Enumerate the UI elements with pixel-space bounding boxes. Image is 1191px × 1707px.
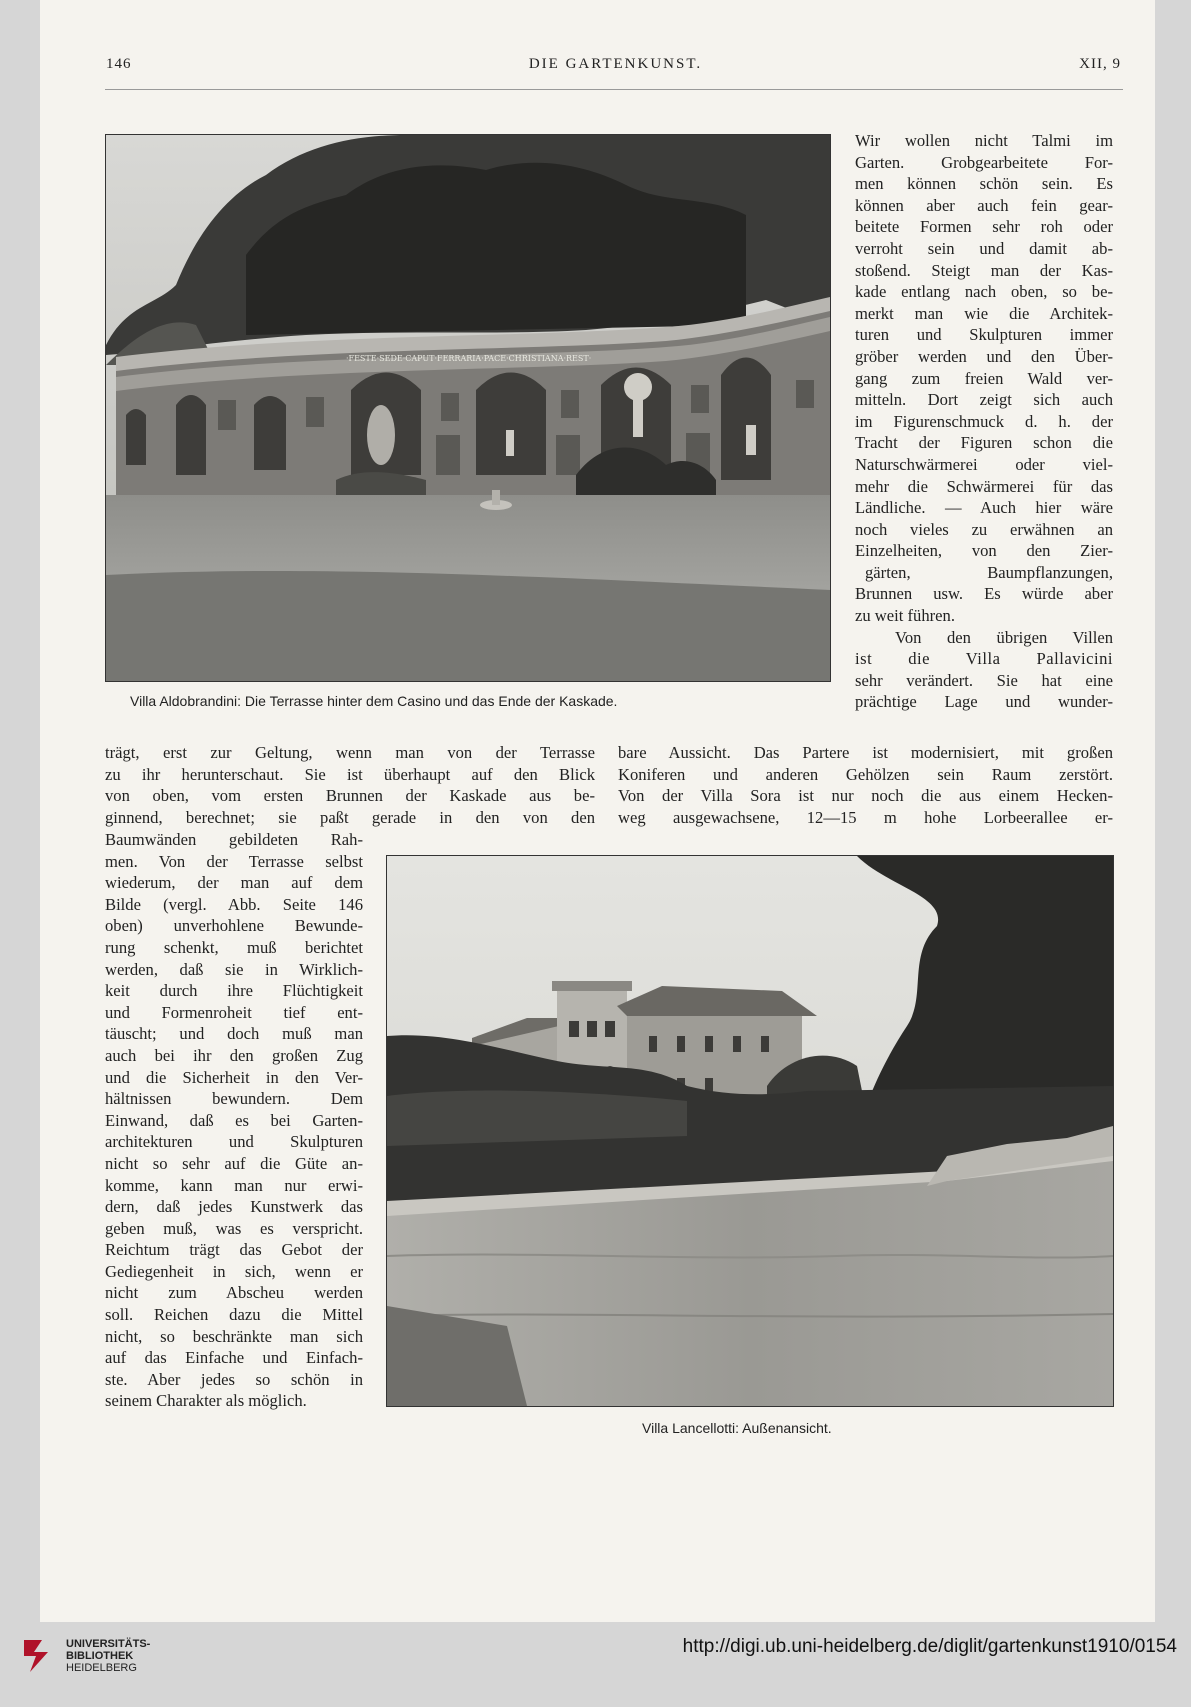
photo-villa-lancellotti: [386, 855, 1114, 1407]
text-line: bare Aussicht. Das Partere ist modernisiert, mit großen: [618, 743, 1113, 762]
text-line: nicht, so beschränkte man sich: [105, 1326, 363, 1346]
text-line: ste. Aber jedes so schön in: [105, 1369, 363, 1389]
text-line: Brunnen usw. Es würde aber: [855, 584, 1113, 604]
photo-villa-drawing: [387, 856, 1113, 1406]
text-line: prächtige Lage und wunder-: [855, 692, 1113, 712]
header-rule: [105, 89, 1123, 90]
text-line: keit durch ihre Flüchtigkeit: [105, 981, 363, 1001]
text-line: Gediegenheit in sich, wenn er: [105, 1261, 363, 1281]
text-line: werden, daß sie in Wirklich-: [105, 959, 363, 979]
text-line: stoßend. Steigt man der Kas-: [855, 260, 1113, 280]
text-line: beitete Formen sehr roh oder: [855, 217, 1113, 237]
text-line: dern, daß jedes Kunstwerk das: [105, 1197, 363, 1217]
text-line: zu weit führen.: [855, 606, 955, 626]
library-line: HEIDELBERG: [66, 1662, 137, 1674]
text-line: nicht so sehr auf die Güte an-: [105, 1153, 363, 1173]
text-line: men können schön sein. Es: [855, 174, 1113, 194]
text-line: ginnend, berechnet; sie paßt gerade in den von den: [105, 807, 595, 827]
text-line: Garten. Grobgearbeitete For-: [855, 152, 1113, 172]
text-line: kade entlang nach oben, so be-: [855, 282, 1113, 302]
text-line: Reichtum trägt das Gebot der: [105, 1240, 363, 1260]
text-line: verroht sein und damit ab-: [855, 238, 1113, 258]
footer-bar: [0, 1622, 1191, 1707]
text-line: turen und Skulpturen immer: [855, 325, 1113, 345]
text-line: im Figurenschmuck d. h. der: [855, 411, 1113, 431]
text-line: auf das Einfache und Einfach-: [105, 1348, 363, 1368]
text-line: täuscht; und doch muß man: [105, 1024, 363, 1044]
photo-villa-aldobrandini: [105, 134, 831, 682]
text-line: mitteln. Dort zeigt sich auch: [855, 390, 1113, 410]
text-line: trägt, erst zur Geltung, wenn man von der Terrasse: [105, 743, 595, 762]
library-name: [66, 1638, 150, 1674]
text-line: merkt man wie die Architek-: [855, 303, 1113, 323]
text-line: hältnissen bewundern. Dem: [105, 1089, 363, 1109]
text-line: und die Sicherheit in den Ver-: [105, 1067, 363, 1087]
photo-terrace-drawing: [106, 135, 830, 681]
issue-number: XII, 9: [1079, 56, 1121, 72]
running-title: DIE GARTENKUNST.: [528, 56, 703, 72]
text-line: ist die Villa Pallavicini: [855, 649, 1113, 669]
text-line: Bilde (vergl. Abb. Seite 146: [105, 894, 363, 914]
library-logo-icon: [20, 1636, 54, 1674]
text-line: nicht zum Abscheu werden: [105, 1283, 363, 1303]
text-line: Von der Villa Sora ist nur noch die aus einem Hecken-: [618, 786, 1113, 806]
text-line: Ländliche. — Auch hier wäre: [855, 498, 1113, 518]
text-line: soll. Reichen dazu die Mittel: [105, 1305, 363, 1325]
text-line: Von den übrigen Villen: [895, 627, 1113, 647]
text-line: auch bei ihr den großen Zug: [105, 1045, 363, 1065]
mid-right-column: [618, 742, 1113, 828]
text-line: seinem Charakter als möglich.: [105, 1391, 307, 1411]
text-line: gang zum freien Wald ver-: [855, 368, 1113, 388]
text-line: Baumwänden gebildeten Rah-: [105, 830, 363, 849]
mid-left-column: [105, 742, 595, 828]
text-line: oben) unverhohlene Bewunde-: [105, 916, 363, 936]
library-line: BIBLIOTHEK: [66, 1650, 134, 1662]
text-line: zu ihr herunterschaut. Sie ist überhaupt auf den Blick: [105, 764, 595, 784]
text-line: Wir wollen nicht Talmi im: [855, 131, 1113, 150]
terrace-inscription: ·FESTE·SEDE·CAPUT·FERRARIA·PACE·CHRISTIANA·REST·: [346, 354, 592, 363]
text-line: rung schenkt, muß berichtet: [105, 937, 363, 957]
library-line: UNIVERSITÄTS-: [66, 1638, 151, 1650]
left-column-bottom: [105, 829, 363, 1412]
text-line: Tracht der Figuren schon die: [855, 433, 1113, 453]
text-line: komme, kann man nur erwi-: [105, 1175, 363, 1195]
text-line: und Formenroheit tief ent-: [105, 1002, 363, 1022]
source-url-link[interactable]: http://digi.ub.uni-heidelberg.de/diglit/gartenkunst1910/0154: [682, 1636, 1177, 1657]
figure2-caption: Villa Lancellotti: Außenansicht.: [642, 1420, 832, 1436]
text-line: mehr die Schwärmerei für das: [855, 476, 1113, 496]
figure1-caption: Villa Aldobrandini: Die Terrasse hinter dem Casino und das Ende der Kaskade.: [130, 693, 618, 709]
text-line: wiederum, der man auf dem: [105, 873, 363, 893]
right-column-top: [855, 130, 1113, 713]
text-line: können aber auch fein gear-: [855, 195, 1113, 215]
text-line: men. Von der Terrasse selbst: [105, 851, 363, 871]
text-line: noch vieles zu erwähnen an: [855, 519, 1113, 539]
text-line: von oben, vom ersten Brunnen der Kaskade aus be-: [105, 786, 595, 806]
text-line: architekturen und Skulpturen: [105, 1132, 363, 1152]
text-line: gröber werden und den Über-: [855, 346, 1113, 366]
text-line: Naturschwärmerei oder viel-: [855, 454, 1113, 474]
text-line: gärten, Baumpflanzungen,: [865, 562, 1113, 582]
text-line: Koniferen und anderen Gehölzen sein Raum zerstört.: [618, 764, 1113, 784]
text-line: Einzelheiten, von den Zier-: [855, 541, 1113, 561]
text-line: geben muß, was es verspricht.: [105, 1218, 363, 1238]
text-line: sehr verändert. Sie hat eine: [855, 670, 1113, 690]
text-line: Einwand, daß es bei Garten-: [105, 1110, 363, 1130]
page-number: 146: [106, 56, 132, 72]
text-line: weg ausgewachsene, 12—15 m hohe Lorbeerallee er-: [618, 807, 1113, 827]
